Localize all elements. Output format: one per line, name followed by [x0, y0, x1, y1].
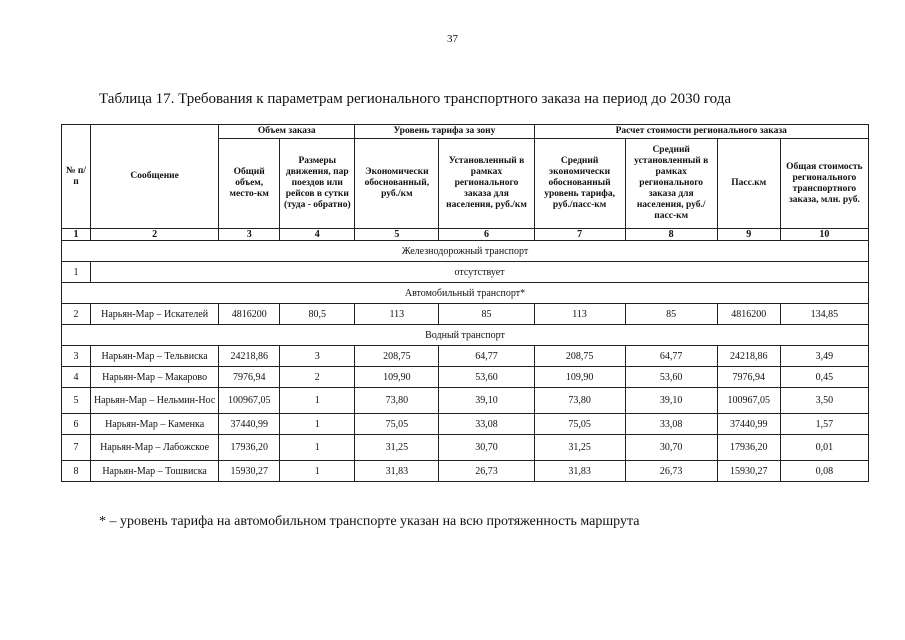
- cell-pass-km: 15930,27: [717, 461, 780, 482]
- cell-volume: 37440,99: [219, 414, 280, 435]
- cell-econ-tariff: 75,05: [355, 414, 439, 435]
- cell-num: 2: [62, 304, 91, 325]
- header-col8: Средний установленный в рамках регионального заказа для населения, руб./пасс-км: [625, 139, 717, 229]
- cell-volume: 7976,94: [219, 367, 280, 388]
- cell-num: 1: [62, 262, 91, 283]
- cell-num: 4: [62, 367, 91, 388]
- header-group-cost: Расчет стоимости регионального заказа: [534, 125, 868, 139]
- cell-total-cost: 0,45: [780, 367, 868, 388]
- cell-avg-set-tariff: 53,60: [625, 367, 717, 388]
- cell-avg-econ-tariff: 109,90: [534, 367, 625, 388]
- cell-total-cost: 3,50: [780, 388, 868, 414]
- section-row-auto: [62, 283, 869, 304]
- footnote: * – уровень тарифа на автомобильном транспорте указан на всю протяженность маршрута: [99, 514, 640, 529]
- header-col4: Размеры движения, пар поездов или рейсов в сутки (туда - обратно): [280, 139, 355, 229]
- cell-pass-km: 17936,20: [717, 435, 780, 461]
- table-row: [62, 461, 869, 482]
- col-number: 8: [625, 229, 717, 241]
- cell-volume: 100967,05: [219, 388, 280, 414]
- cell-avg-set-tariff: 64,77: [625, 346, 717, 367]
- cell-total-cost: 0,01: [780, 435, 868, 461]
- header-col6: Установленный в рамках регионального заказа для населения, руб./км: [439, 139, 534, 229]
- cell-set-tariff: 85: [439, 304, 534, 325]
- cell-set-tariff: 64,77: [439, 346, 534, 367]
- section-row-water: [62, 325, 869, 346]
- col-number: 2: [91, 229, 219, 241]
- cell-avg-econ-tariff: 73,80: [534, 388, 625, 414]
- cell-econ-tariff: 73,80: [355, 388, 439, 414]
- cell-frequency: 2: [280, 367, 355, 388]
- cell-frequency: 80,5: [280, 304, 355, 325]
- cell-num: 3: [62, 346, 91, 367]
- header-group-tariff: Уровень тарифа за зону: [355, 125, 534, 139]
- col-number: 10: [780, 229, 868, 241]
- cell-pass-km: 4816200: [717, 304, 780, 325]
- page-number: 37: [447, 33, 458, 45]
- table-row: [62, 262, 869, 283]
- cell-frequency: 1: [280, 461, 355, 482]
- header-route: Сообщение: [91, 125, 219, 229]
- cell-route: Нарьян-Мар – Тошвиска: [91, 461, 219, 482]
- cell-avg-set-tariff: 30,70: [625, 435, 717, 461]
- cell-volume: 24218,86: [219, 346, 280, 367]
- header-col7: Средний экономически обоснованный уровень тарифа, руб./пасс-км: [534, 139, 625, 229]
- table-row: [62, 304, 869, 325]
- table-row: [62, 367, 869, 388]
- section-title: Железнодорожный транспорт: [62, 241, 869, 262]
- cell-frequency: 1: [280, 388, 355, 414]
- header-col5: Экономически обоснованный, руб./км: [355, 139, 439, 229]
- cell-pass-km: 24218,86: [717, 346, 780, 367]
- cell-avg-econ-tariff: 31,83: [534, 461, 625, 482]
- cell-avg-set-tariff: 26,73: [625, 461, 717, 482]
- table-row: [62, 388, 869, 414]
- tariff-table: [61, 124, 869, 482]
- cell-avg-econ-tariff: 113: [534, 304, 625, 325]
- cell-set-tariff: 26,73: [439, 461, 534, 482]
- cell-set-tariff: 53,60: [439, 367, 534, 388]
- cell-total-cost: 1,57: [780, 414, 868, 435]
- cell-frequency: 1: [280, 435, 355, 461]
- cell-route: Нарьян-Мар – Тельвиска: [91, 346, 219, 367]
- table-row: [62, 346, 869, 367]
- section-title: Автомобильный транспорт*: [62, 283, 869, 304]
- col-number: 3: [219, 229, 280, 241]
- cell-frequency: 3: [280, 346, 355, 367]
- cell-econ-tariff: 31,83: [355, 461, 439, 482]
- cell-econ-tariff: 109,90: [355, 367, 439, 388]
- col-number: 5: [355, 229, 439, 241]
- header-col3: Общий объем, место-км: [219, 139, 280, 229]
- cell-frequency: 1: [280, 414, 355, 435]
- col-number: 1: [62, 229, 91, 241]
- column-numbers-row: [62, 229, 869, 241]
- cell-num: 8: [62, 461, 91, 482]
- table-row: [62, 414, 869, 435]
- cell-route: Нарьян-Мар – Искателей: [91, 304, 219, 325]
- table-title: Таблица 17. Требования к параметрам регионального транспортного заказа на период до 2030 года: [99, 91, 732, 107]
- cell-volume: 15930,27: [219, 461, 280, 482]
- cell-econ-tariff: 208,75: [355, 346, 439, 367]
- cell-absent: отсутствует: [91, 262, 869, 283]
- col-number: 6: [439, 229, 534, 241]
- cell-avg-set-tariff: 39,10: [625, 388, 717, 414]
- cell-avg-set-tariff: 85: [625, 304, 717, 325]
- header-num: № п/п: [62, 125, 91, 229]
- cell-total-cost: 0,08: [780, 461, 868, 482]
- cell-econ-tariff: 113: [355, 304, 439, 325]
- header-group-volume: Объем заказа: [219, 125, 355, 139]
- cell-pass-km: 37440,99: [717, 414, 780, 435]
- table-row: [62, 435, 869, 461]
- cell-avg-set-tariff: 33,08: [625, 414, 717, 435]
- cell-volume: 4816200: [219, 304, 280, 325]
- cell-avg-econ-tariff: 208,75: [534, 346, 625, 367]
- header-col10: Общая стоимость регионального транспортного заказа, млн. руб.: [780, 139, 868, 229]
- cell-num: 7: [62, 435, 91, 461]
- cell-econ-tariff: 31,25: [355, 435, 439, 461]
- cell-route: Нарьян-Мар – Лабожское: [91, 435, 219, 461]
- cell-volume: 17936,20: [219, 435, 280, 461]
- cell-avg-econ-tariff: 75,05: [534, 414, 625, 435]
- header-col9: Пасс.км: [717, 139, 780, 229]
- cell-pass-km: 7976,94: [717, 367, 780, 388]
- cell-set-tariff: 30,70: [439, 435, 534, 461]
- col-number: 9: [717, 229, 780, 241]
- cell-total-cost: 134,85: [780, 304, 868, 325]
- cell-route: Нарьян-Мар – Макарово: [91, 367, 219, 388]
- cell-num: 6: [62, 414, 91, 435]
- cell-pass-km: 100967,05: [717, 388, 780, 414]
- cell-route: Нарьян-Мар – Нельмин-Нос: [91, 388, 219, 414]
- section-title: Водный транспорт: [62, 325, 869, 346]
- cell-set-tariff: 39,10: [439, 388, 534, 414]
- col-number: 7: [534, 229, 625, 241]
- cell-avg-econ-tariff: 31,25: [534, 435, 625, 461]
- header-group-row: [62, 125, 869, 139]
- cell-set-tariff: 33,08: [439, 414, 534, 435]
- cell-num: 5: [62, 388, 91, 414]
- col-number: 4: [280, 229, 355, 241]
- cell-total-cost: 3,49: [780, 346, 868, 367]
- section-row-rail: [62, 241, 869, 262]
- cell-route: Нарьян-Мар – Каменка: [91, 414, 219, 435]
